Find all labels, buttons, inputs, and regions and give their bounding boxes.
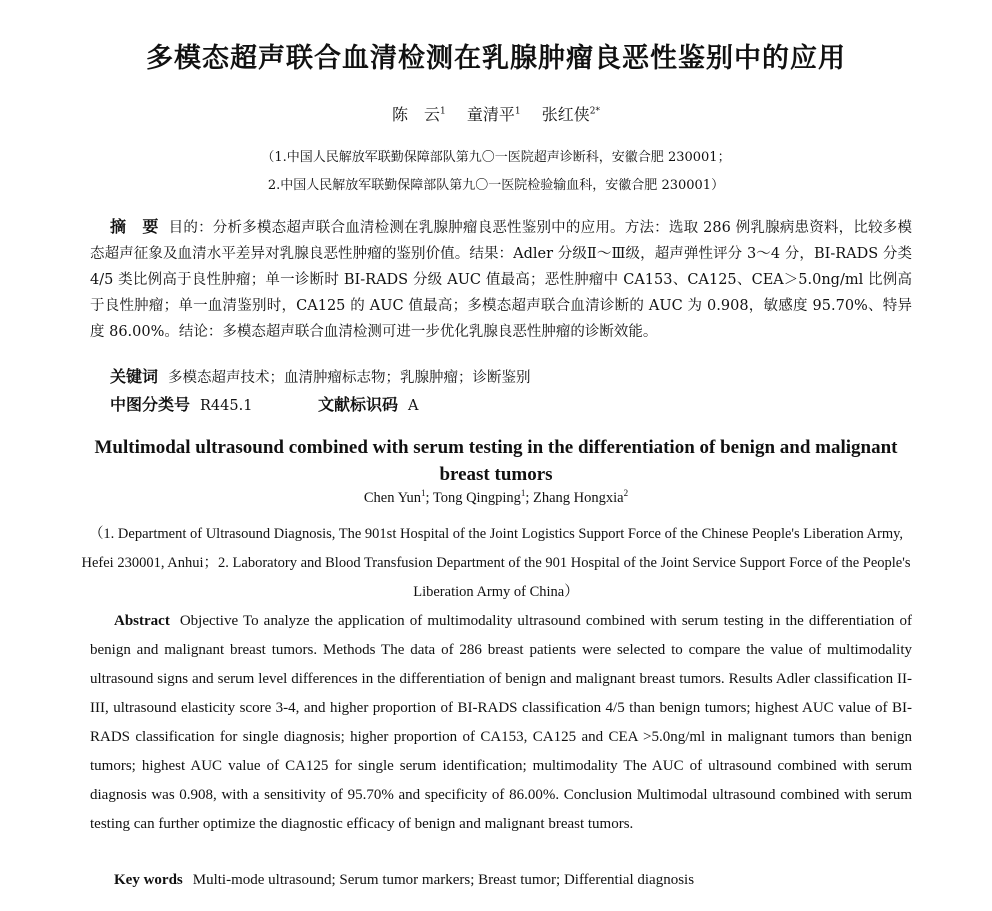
class-value: R445.1 (200, 398, 253, 414)
author: 张红侠 (541, 105, 590, 124)
doc-code-value: A (408, 398, 419, 414)
keywords-text: 多模态超声技术；血清肿瘤标志物；乳腺肿瘤；诊断鉴别 (168, 370, 531, 386)
keywords-label: 关键词 (110, 367, 159, 386)
classification (110, 392, 419, 415)
class-label: 中图分类号 (110, 395, 191, 414)
english-author-list (0, 488, 992, 507)
chinese-abstract (90, 214, 912, 345)
author-affiliation-mark: 1 (440, 106, 446, 117)
affiliation: （1.中国人民解放军联勤保障部队第九〇一医院超声诊断科，安徽合肥 230001； (261, 150, 731, 165)
doc-code-label: 文献标识码 (318, 395, 399, 414)
paper-title: 多模态超声联合血清检测在乳腺肿瘤良恶性鉴别中的应用 (146, 43, 846, 74)
english-title: Multimodal ultrasound combined with serum testing in the differentiation of benign and malignant breast tumors (94, 437, 898, 485)
abstract-label: 摘 要 (110, 217, 159, 236)
author-affiliation-mark: 1 (514, 106, 521, 117)
abstract-text: Objective To analyze the application of multimodality ultrasound combined with serum testing in the differentiation of benign and malignant breast tumors. Methods The data of 286 breast patients were selected to compare the value of multimodality ultrasound signs and serum level differences in the differentiation of benign and malignant breast tumors. Results Adler classification II-III, ultrasound elasticity score 3-4, and higher proportion of BI-RADS classification 4/5 than benign tumors; highest AUC value of BI-RADS classification for single diagnosis; higher proportion of CA153, CA125 and CEA >5.0ng/ml in malignant tumors than benign tumors; highest AUC value of CA125 for single serum identification; multimodality The AUC of ultrasound combined with serum diagnosis was 0.908, with a sensitivity of 95.70% and specificity of 86.00%. Conclusion Multimodal ultrasound combined with serum testing can further optimize the diagnostic efficacy of benign and malignant breast tumors. (90, 613, 912, 832)
author-affiliation-mark: 2* (589, 106, 600, 117)
keywords-text: Multi-mode ultrasound; Serum tumor markers; Breast tumor; Differential diagnosis (192, 872, 695, 888)
author: ; Zhang Hongxia (525, 489, 624, 506)
chinese-keywords (110, 364, 531, 387)
author-affiliation-mark: 1 (520, 488, 526, 498)
author: Chen Yun (363, 489, 421, 506)
author: 童清平 (466, 105, 515, 124)
author-list (0, 102, 992, 125)
keywords-label: Key words (114, 872, 183, 888)
author: 陈 云 (392, 105, 441, 124)
abstract-label: Abstract (114, 613, 170, 629)
author-affiliation-mark: 2 (623, 488, 629, 498)
author: ; Tong Qingping (425, 489, 521, 506)
affiliation: 2.中国人民解放军联勤保障部队第九〇一医院检验输血科，安徽合肥 230001） (267, 178, 725, 193)
abstract-text: 目的：分析多模态超声联合血清检测在乳腺肿瘤良恶性鉴别中的应用。方法：选取 286 例乳腺病患资料，比较多模态超声征象及血清水平差异对乳腺良恶性肿瘤的鉴别价值。结果：Adler 分级Ⅱ～Ⅲ级，超声弹性评分 3～4 分，BI-RADS 分类 4/5 类比例高于良性肿瘤；单一诊断时 BI-RADS 分级 AUC 值最高；恶性肿瘤中 CA153、CA125、CEA＞5.0ng/ml 比例高于良性肿瘤；单一血清鉴别时，CA125 的 AUC 值最高；多模态超声联合血清诊断的 AUC 为 0.908，敏感度 95.70%、特异度 86.00%。结论：多模态超声联合血清检测可进一步优化乳腺良恶性肿瘤的诊断效能。 (90, 220, 912, 340)
english-affiliations: （1. Department of Ultrasound Diagnosis, The 901st Hospital of the Joint Logistics Support Force of the Chinese People's Liberation Army, Hefei 230001, Anhui；2. Laboratory and Blood Transfusion Department of the 901 Hospital of the Joint Service Support Force of the People's Liberation Army of China） (81, 526, 911, 600)
english-keywords (114, 872, 694, 889)
author-affiliation-mark: 1 (420, 488, 426, 498)
english-abstract (90, 607, 912, 839)
